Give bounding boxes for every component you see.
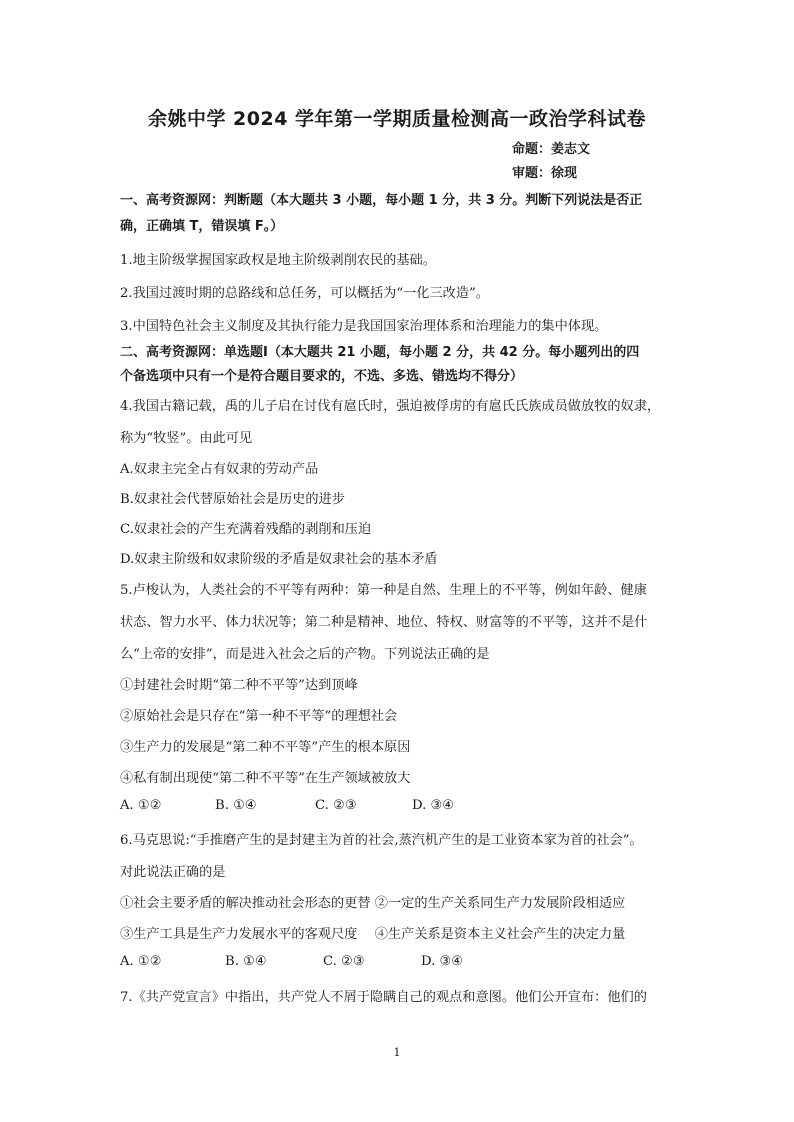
question-4-stem-line-1: 4.我国古籍记载，禹的儿子启在讨伐有扈氏时，强迫被俘虏的有扈氏氏族成员做放牧的奴隶，	[120, 399, 661, 414]
question-6-statements-3-4: ③生产工具是生产力发展水平的客观尺度 ④生产关系是资本主义社会产生的决定力量	[120, 927, 626, 942]
question-6-option-b: B. ①④	[225, 954, 267, 969]
section-1-heading-line-1: 一、高考资源网：判断题（本大题共 3 小题，每小题 1 分，共 3 分。判断下列说法是否正	[120, 193, 643, 208]
question-5-statement-2: ②原始社会是只存在“第一种不平等”的理想社会	[120, 709, 398, 724]
question-7-stem-line-1: 7.《共产党宣言》中指出，共产党人不屑于隐瞒自己的观点和意图。他们公开宣布：他们的	[120, 990, 647, 1005]
reviewer-line: 审题：徐现	[512, 166, 578, 181]
question-6-options	[120, 954, 680, 969]
question-5-stem-line-1: 5.卢梭认为，人类社会的不平等有两种：第一种是自然、生理上的不平等，例如年龄、健康	[120, 583, 647, 598]
question-5-option-a: A. ①②	[120, 798, 162, 813]
question-4-option-c: C.奴隶社会的产生充满着残酷的剥削和压迫	[120, 522, 372, 537]
section-1-heading-line-2: 确，正确填 T，错误填 F。）	[120, 219, 284, 234]
question-6-option-a: A. ①②	[120, 954, 162, 969]
question-4-stem-line-2: 称为“牧竖”。由此可见	[120, 431, 253, 446]
question-5-option-b: B. ①④	[215, 798, 257, 813]
question-6-stem-line-1: 6.马克思说:“手推磨产生的是封建主为首的社会,蒸汽机产生的是工业资本家为首的社会”。	[120, 833, 643, 848]
author-line: 命题：姜志文	[512, 142, 591, 157]
question-5-options	[120, 798, 680, 813]
question-5-statement-3: ③生产力的发展是“第二种不平等”产生的根本原因	[120, 740, 411, 755]
section-2-heading-line-1: 二、高考资源网：单选题Ⅰ（本大题共 21 小题，每小题 2 分，共 42 分。每小题列出的四	[120, 345, 640, 360]
judge-question-3: 3.中国特色社会主义制度及其执行能力是我国国家治理体系和治理能力的集中体现。	[120, 319, 608, 334]
question-5-statement-1: ①封建社会时期“第二种不平等”达到顶峰	[120, 678, 358, 693]
question-4-option-a: A.奴隶主完全占有奴隶的劳动产品	[120, 462, 319, 477]
page-title: 余姚中学 2024 学年第一学期质量检测高一政治学科试卷	[147, 108, 647, 130]
question-4-option-b: B.奴隶社会代替原始社会是历史的进步	[120, 492, 345, 507]
question-5-statement-4: ④私有制出现使“第二种不平等”在生产领域被放大	[120, 771, 411, 786]
question-6-option-d: D. ③④	[421, 954, 464, 969]
question-6-stem-line-2: 对此说法正确的是	[120, 865, 226, 880]
question-5-option-c: C. ②③	[315, 798, 357, 813]
question-4-option-d: D.奴隶主阶级和奴隶阶级的矛盾是奴隶社会的基本矛盾	[120, 552, 438, 567]
question-5-stem-line-2: 状态、智力水平、体力状况等；第二种是精神、地位、特权、财富等的不平等，这并不是什	[120, 615, 648, 630]
question-6-option-c: C. ②③	[323, 954, 365, 969]
page-number: 1	[393, 1046, 401, 1059]
judge-question-1: 1.地主阶级掌握国家政权是地主阶级剥削农民的基础。	[120, 253, 436, 268]
question-5-option-d: D. ③④	[412, 798, 455, 813]
judge-question-2: 2.我国过渡时期的总路线和总任务，可以概括为“一化三改造”。	[120, 286, 489, 301]
question-6-statements-1-2: ①社会主要矛盾的解决推动社会形态的更替 ②一定的生产关系同生产力发展阶段相适应	[120, 896, 626, 911]
question-5-stem-line-3: 么“上帝的安排”，而是进入社会之后的产物。下列说法正确的是	[120, 647, 490, 662]
section-2-heading-line-2: 个备选项中只有一个是符合题目要求的，不选、多选、错选均不得分）	[120, 369, 524, 384]
